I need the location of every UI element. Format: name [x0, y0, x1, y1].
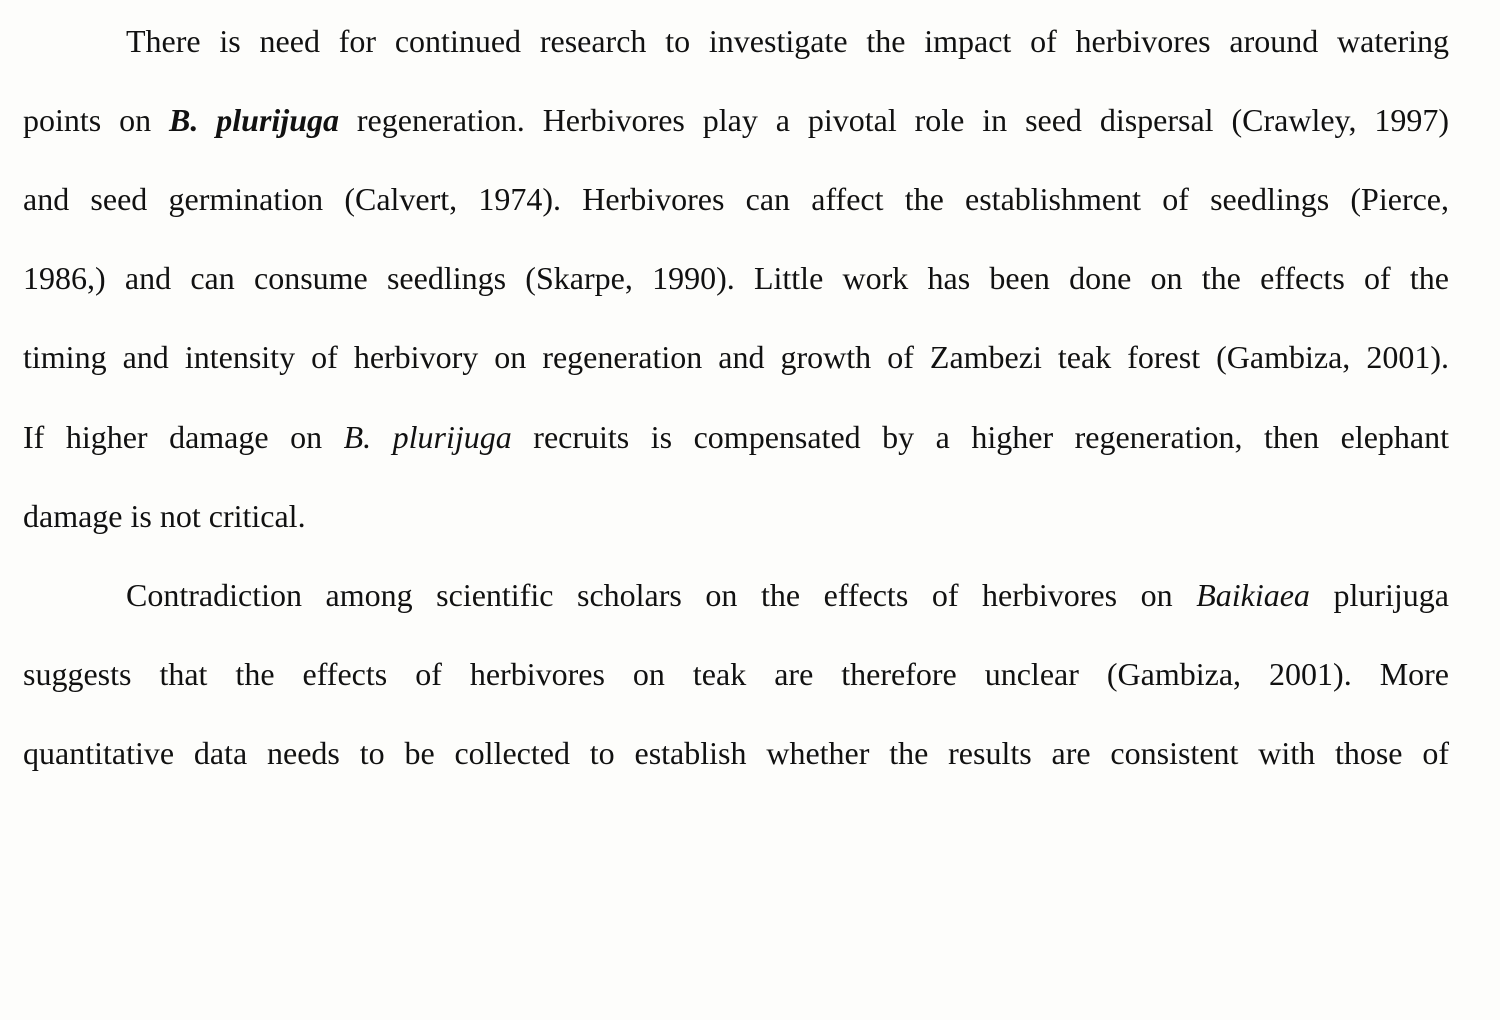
text-run: Contradiction among scientific scholars on the effects of herbivores on	[126, 577, 1197, 613]
text-run: plurijuga	[1309, 577, 1450, 613]
paragraph-1-line-7	[23, 477, 1449, 556]
paragraph-2-line-3	[23, 714, 1449, 793]
genus-name-italic: Baikiaea	[1196, 577, 1310, 613]
paragraph-1-line-6	[23, 398, 1449, 477]
text-run: recruits is compensated by a higher regeneration, then elephant	[511, 419, 1450, 455]
text-run: There is need for continued research to investigate the impact of herbivores around watering	[126, 23, 1449, 59]
text-run: regeneration. Herbivores play a pivotal role in seed dispersal (Crawley, 1997)	[339, 102, 1450, 138]
text-run: quantitative data needs to be collected to establish whether the results are consistent with those of	[23, 735, 1449, 771]
text-run: suggests that the effects of herbivores on teak are therefore unclear (Gambiza, 2001). More	[23, 656, 1449, 692]
document-page	[23, 0, 1449, 1020]
paragraph-1-line-3	[23, 160, 1449, 239]
species-name-italic: B. plurijuga	[343, 419, 512, 455]
text-run: and seed germination (Calvert, 1974). Herbivores can affect the establishment of seedlings (Pierce,	[23, 181, 1449, 217]
paragraph-1-line-5	[23, 318, 1449, 397]
text-run: If higher damage on	[23, 419, 344, 455]
paragraph-1-line-1	[23, 2, 1449, 81]
paragraph-2-line-2	[23, 635, 1449, 714]
paragraph-1-line-2	[23, 81, 1449, 160]
species-name-bold-italic: B. plurijuga	[169, 102, 339, 138]
text-run: points on	[23, 102, 170, 138]
text-run: damage is not critical.	[23, 498, 306, 534]
text-run: timing and intensity of herbivory on regeneration and growth of Zambezi teak forest (Gambiza, 2001).	[23, 339, 1449, 375]
text-run: 1986,) and can consume seedlings (Skarpe, 1990). Little work has been done on the effects of the	[23, 260, 1449, 296]
paragraph-2-line-1	[23, 556, 1449, 635]
paragraph-1-line-4	[23, 239, 1449, 318]
